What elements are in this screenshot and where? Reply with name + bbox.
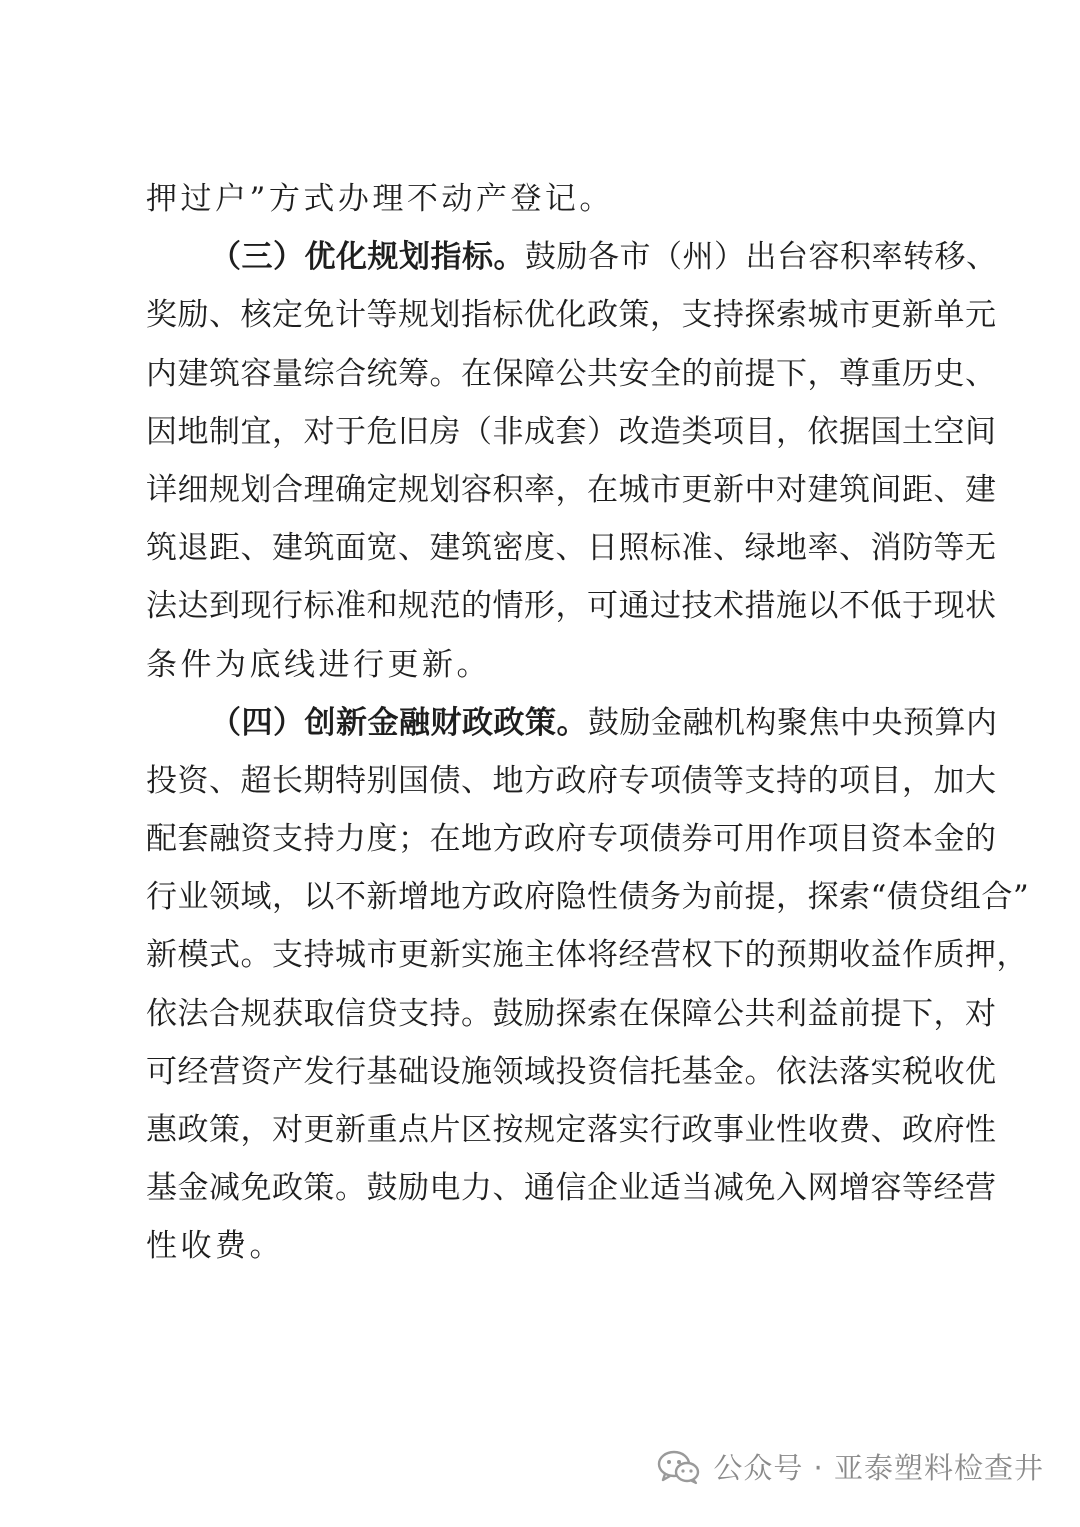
paragraph-line: 行业领域，以不新增地方政府隐性债务为前提，探索“债贷组合” bbox=[146, 879, 1030, 916]
paragraph-line: 配套融资支持力度；在地方政府专项债券可用作项目资本金的 bbox=[146, 821, 997, 858]
paragraph-line: 投资、超长期特别国债、地方政府专项债等支持的项目，加大 bbox=[146, 762, 997, 799]
paragraph-line: 内建筑容量综合统筹。在保障公共安全的前提下，尊重历史、 bbox=[146, 355, 997, 392]
section-heading: （四）创新金融财政政策。 bbox=[210, 704, 588, 741]
document-page bbox=[146, 170, 1030, 1276]
paragraph-text: 鼓励各市（州）出台容积率转移、 bbox=[525, 239, 998, 276]
wechat-official-account-icon bbox=[657, 1449, 701, 1485]
paragraph-line: 性收费。 bbox=[146, 1228, 284, 1265]
paragraph-line: 可经营资产发行基础设施领域投资信托基金。依法落实税收优 bbox=[146, 1053, 997, 1090]
paragraph-line: 基金减免政策。鼓励电力、通信企业适当减免入网增容等经营 bbox=[146, 1170, 997, 1207]
section-heading: （三）优化规划指标。 bbox=[210, 239, 525, 276]
paragraph-line: 依法合规获取信贷支持。鼓励探索在保障公共利益前提下，对 bbox=[146, 995, 997, 1032]
paragraph-line: 奖励、核定免计等规划指标优化政策，支持探索城市更新单元 bbox=[146, 297, 997, 334]
paragraph-line: 法达到现行标准和规范的情形，可通过技术措施以不低于现状 bbox=[146, 588, 997, 625]
paragraph-first-line bbox=[146, 228, 998, 286]
paragraph-line: 押过户”方式办理不动产登记。 bbox=[146, 181, 614, 217]
watermark-text: 公众号 · 亚泰塑料检查井 bbox=[713, 1451, 1044, 1485]
paragraph-line: 筑退距、建筑面宽、建筑密度、日照标准、绿地率、消防等无 bbox=[146, 530, 997, 567]
paragraph-text: 鼓励金融机构聚焦中央预算内 bbox=[588, 704, 998, 741]
paragraph-first-line bbox=[146, 694, 998, 752]
paragraph-line: 详细规划合理确定规划容积率，在城市更新中对建筑间距、建 bbox=[146, 471, 997, 508]
watermark bbox=[657, 1446, 1044, 1487]
paragraph-line: 新模式。支持城市更新实施主体将经营权下的预期收益作质押， bbox=[146, 937, 1028, 974]
paragraph-line: 惠政策，对更新重点片区按规定落实行政事业性收费、政府性 bbox=[146, 1112, 997, 1148]
paragraph-line: 条件为底线进行更新。 bbox=[146, 646, 491, 683]
paragraph-line: 因地制宜，对于危旧房（非成套）改造类项目，依据国土空间 bbox=[146, 413, 997, 450]
